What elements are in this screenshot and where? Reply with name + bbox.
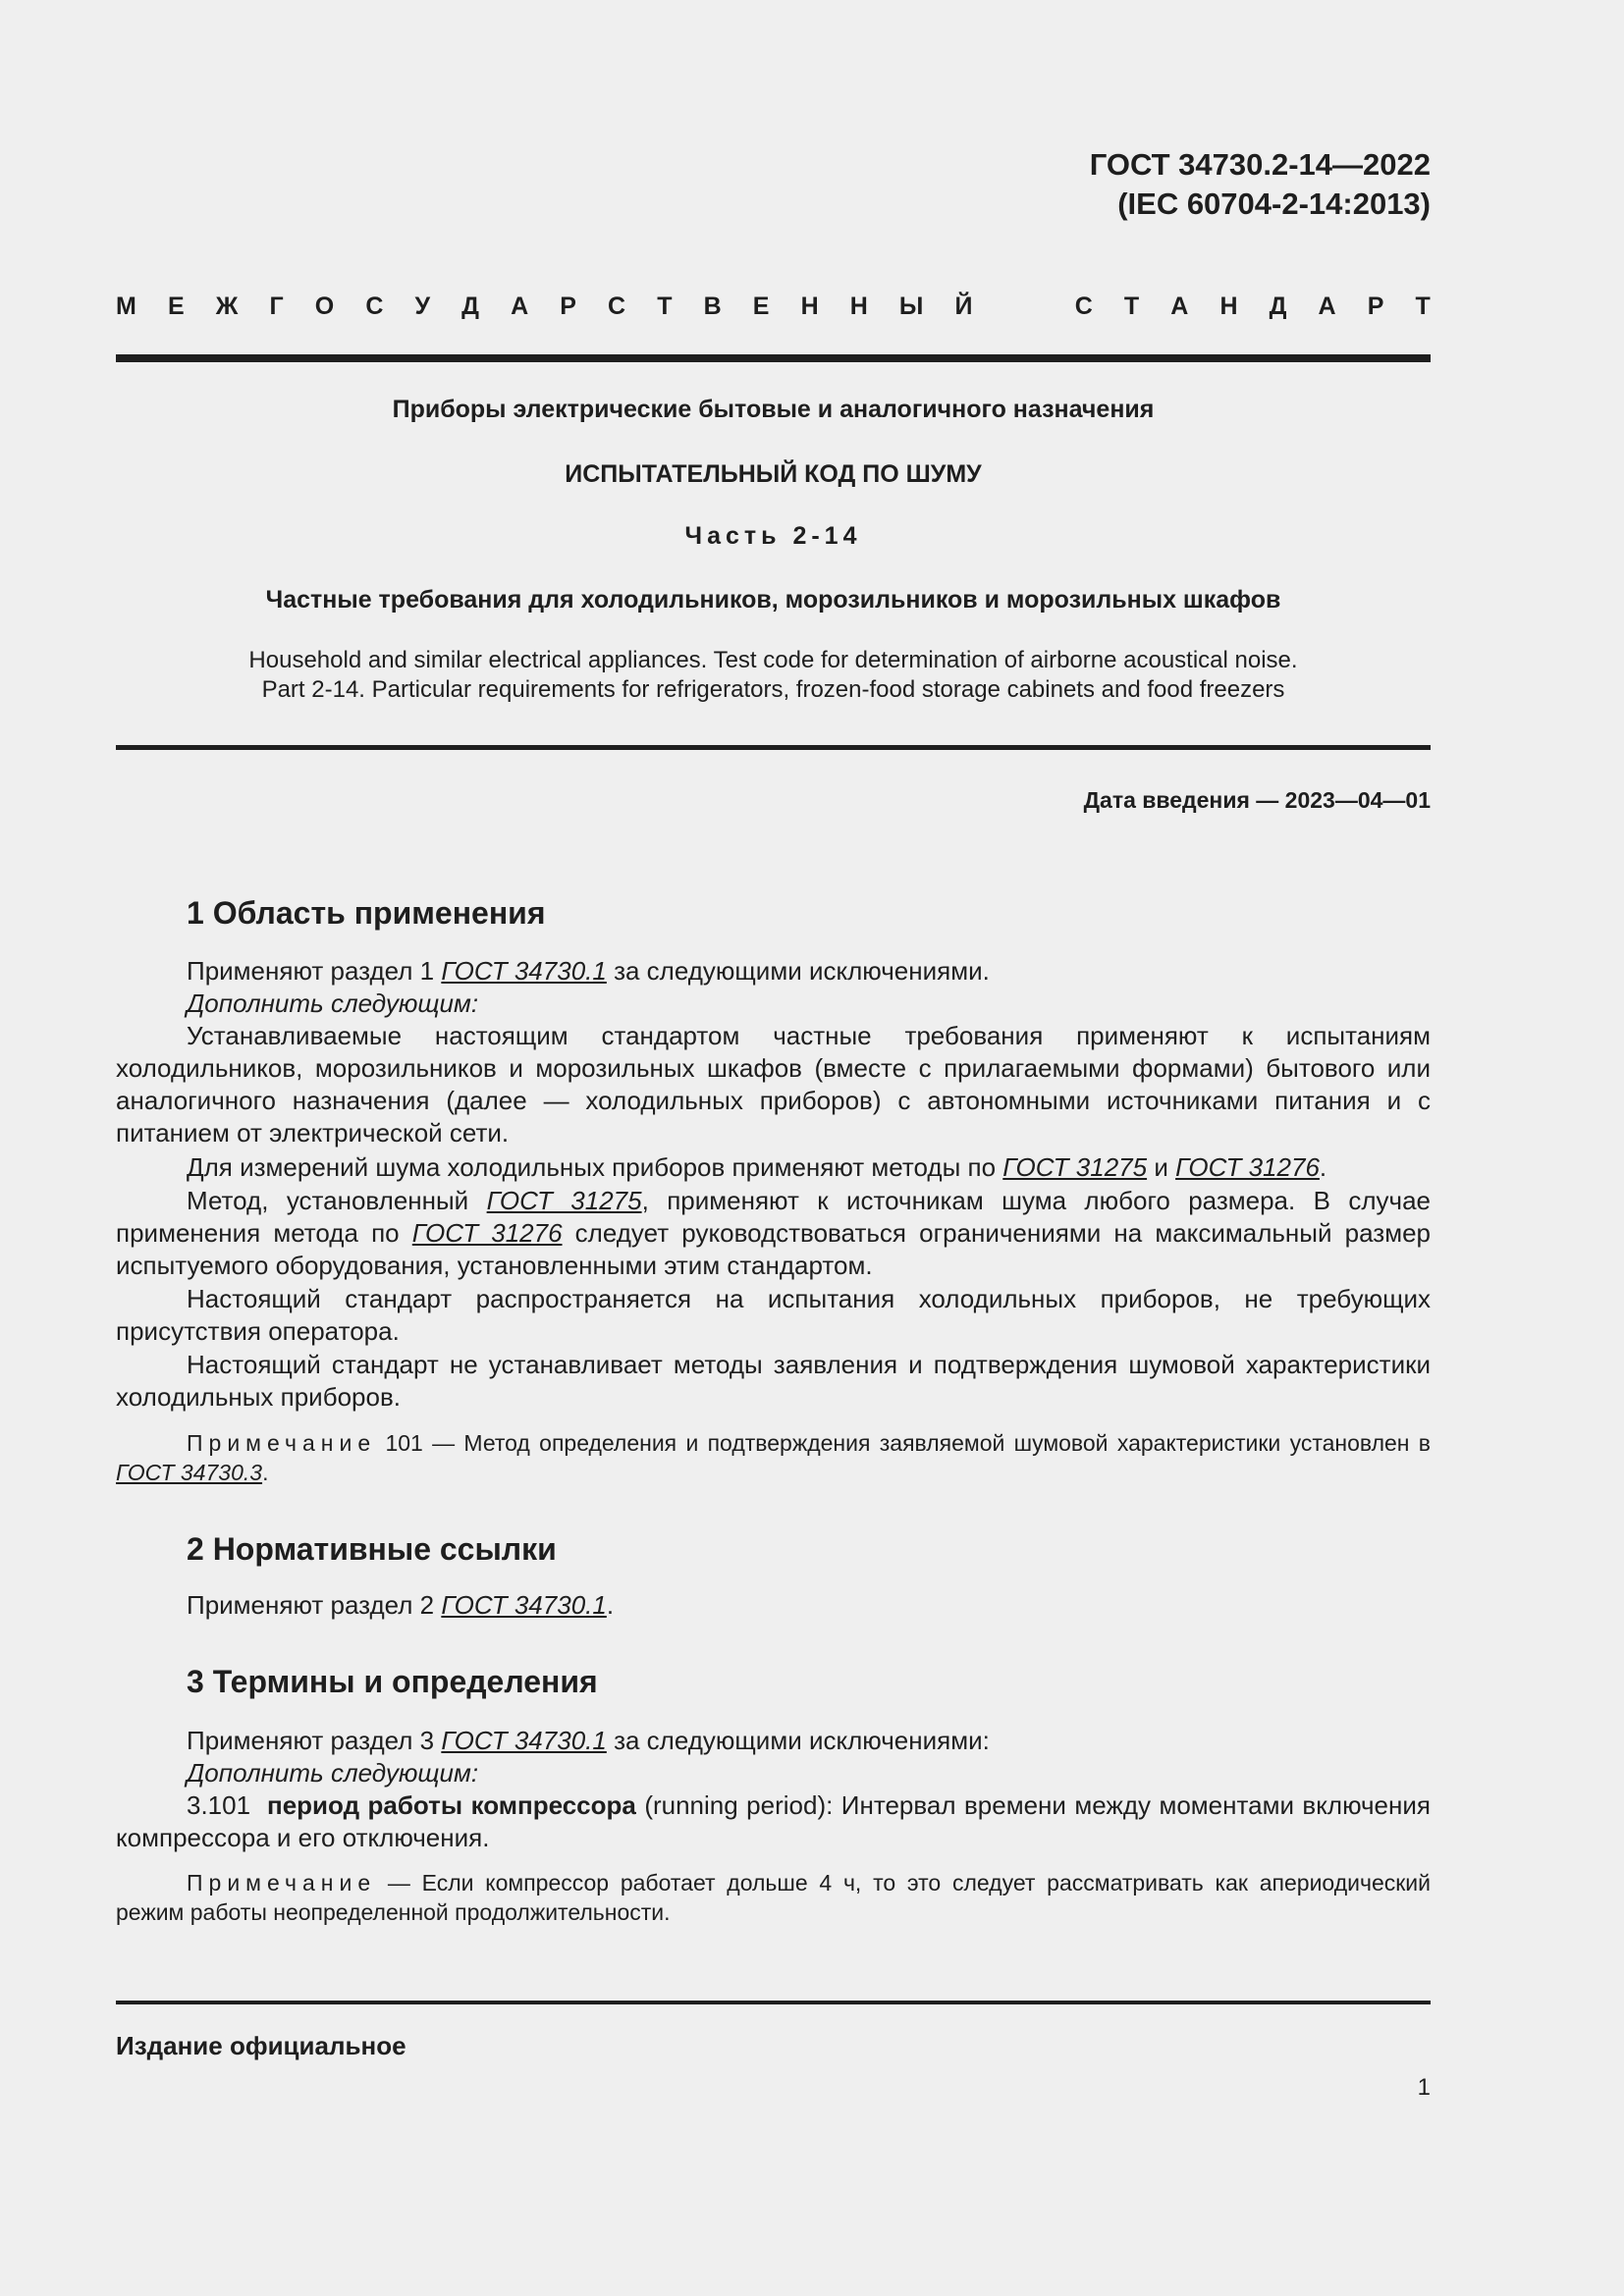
- text: .: [262, 1460, 269, 1485]
- gost-31275-link[interactable]: ГОСТ 31275: [486, 1186, 642, 1215]
- gost-34730-1-link[interactable]: ГОСТ 34730.1: [441, 956, 607, 986]
- banner-letter: Н: [1219, 293, 1238, 320]
- title-block: [116, 394, 1431, 425]
- banner-letter: Д: [461, 293, 479, 320]
- gost-31275-link[interactable]: ГОСТ 31275: [1002, 1152, 1148, 1182]
- banner-letter: Р: [1367, 293, 1384, 320]
- banner-letter: А: [511, 293, 529, 320]
- banner-letter: Ж: [215, 293, 239, 320]
- banner-letter: О: [314, 293, 335, 320]
- section-1-paragraph-operator: Настоящий стандарт распространяется на испытания холодильных приборов, не требующих присутствия оператора.: [116, 1284, 1431, 1346]
- text: следует руководствоваться ограничениями на максимальный размер испытуемого оборудования, установленными этим стандартом.: [116, 1218, 1431, 1280]
- banner-letter: С: [365, 293, 384, 320]
- text: Применяют раздел 3: [187, 1726, 442, 1755]
- section-1-note: [116, 1428, 1431, 1487]
- title-block-4: [116, 584, 1431, 615]
- title-block-english: [116, 646, 1431, 705]
- title-block-3: [116, 520, 1431, 552]
- banner-letter: С: [608, 293, 626, 320]
- term-name: период работы компрессора: [267, 1790, 636, 1820]
- section-2-paragraph: [116, 1589, 1431, 1622]
- banner-letter: Е: [752, 293, 770, 320]
- banner-letter: У: [414, 293, 431, 320]
- banner-letter: В: [703, 293, 722, 320]
- banner-letter: А: [1318, 293, 1336, 320]
- section-3-paragraph-1: [116, 1725, 1431, 1757]
- title-line-test-code: ИСПЫТАТЕЛЬНЫЙ КОД ПО ШУМУ: [565, 460, 982, 488]
- section-1-supplement-label: Дополнить следующим:: [187, 988, 479, 1018]
- gost-31276-link[interactable]: ГОСТ 31276: [1175, 1152, 1320, 1182]
- title-line-particular: Частные требования для холодильников, морозильников и морозильных шкафов: [265, 586, 1281, 614]
- banner-letter: Г: [269, 293, 284, 320]
- introduction-date: Дата введения — 2023—04—01: [1083, 787, 1431, 813]
- section-3-note: [116, 1868, 1431, 1927]
- gost-31276-link[interactable]: ГОСТ 31276: [411, 1218, 563, 1248]
- banner-letter: Т: [657, 293, 673, 320]
- title-block-2: [116, 458, 1431, 490]
- section-1-paragraph-scope: Устанавливаемые настоящим стандартом частные требования применяют к испытаниям холодильников, морозильников и морозильных шкафов (вместе с прилагаемыми формами) бытового или аналогичного назначения (далее — холодильных приборов) с автономными источниками питания и с питанием от электрической сети.: [116, 1021, 1431, 1148]
- banner-letter: Д: [1269, 293, 1287, 320]
- term-definition: Интервал времени между моментами включения компрессора и его отключения.: [116, 1790, 1431, 1852]
- title-line-appliances: Приборы электрические бытовые и аналогичного назначения: [392, 396, 1155, 423]
- banner-letter: Й: [954, 293, 973, 320]
- document-page: [116, 0, 1431, 2296]
- note-label: Примечание: [187, 1430, 377, 1456]
- text: Для измерений шума холодильных приборов применяют методы по: [187, 1152, 1003, 1182]
- standard-number: ГОСТ 34730.2-14—2022: [1089, 147, 1431, 182]
- banner-letter: С: [1074, 293, 1093, 320]
- text: , применяют к источникам шума любого размера. В случае применения метода по: [116, 1186, 1431, 1248]
- section-1-paragraph-methods: [116, 1151, 1431, 1184]
- text: Метод, установленный: [187, 1186, 487, 1215]
- gost-34730-3-link[interactable]: ГОСТ 34730.3: [116, 1460, 263, 1485]
- gost-34730-1-link[interactable]: ГОСТ 34730.1: [441, 1590, 607, 1620]
- text: за следующими исключениями:: [606, 1726, 990, 1755]
- text: за следующими исключениями.: [606, 956, 990, 986]
- banner-letter: Е: [167, 293, 185, 320]
- banner-letter: М: [116, 293, 136, 320]
- banner-letter: А: [1170, 293, 1189, 320]
- english-title-line-2: Part 2-14. Particular requirements for refrigerators, frozen-food storage cabinets and food freezers: [261, 676, 1285, 703]
- text: Применяют раздел 1: [187, 956, 442, 986]
- text: .: [1319, 1152, 1327, 1182]
- page-number: 1: [1417, 2074, 1431, 2101]
- interstate-standard-banner: [116, 291, 1431, 322]
- banner-letter: Р: [560, 293, 576, 320]
- term-3-101: [116, 1789, 1431, 1854]
- section-2-heading: 2 Нормативные ссылки: [187, 1531, 557, 1567]
- title-rule: [116, 745, 1431, 750]
- title-line-part: Часть 2-14: [684, 522, 862, 550]
- footer-rule: [116, 2001, 1431, 2004]
- section-3-supplement-label: Дополнить следующим:: [187, 1758, 479, 1788]
- banner-letter: Ы: [898, 293, 924, 320]
- gost-34730-1-link[interactable]: ГОСТ 34730.1: [441, 1726, 607, 1755]
- banner-word-gap: [1004, 291, 1044, 322]
- section-3-heading: 3 Термины и определения: [187, 1664, 598, 1699]
- text: и: [1147, 1152, 1176, 1182]
- section-1-paragraph-method-size: [116, 1185, 1431, 1282]
- official-edition-label: Издание официальное: [116, 2031, 406, 2060]
- banner-letter: Т: [1123, 293, 1140, 320]
- header-rule: [116, 354, 1431, 362]
- section-1-paragraph-1: [116, 955, 1431, 988]
- banner-letter: Н: [849, 293, 868, 320]
- text: — Если компрессор работает дольше 4 ч, то это следует рассматривать как апериодический режим работы неопределенной продолжительности.: [116, 1870, 1431, 1925]
- note-label: Примечание: [187, 1870, 377, 1896]
- banner-letter: Н: [800, 293, 819, 320]
- term-number: 3.101: [187, 1790, 251, 1820]
- section-1-heading: 1 Область применения: [187, 895, 546, 931]
- text: Применяют раздел 2: [187, 1590, 442, 1620]
- term-english: (running period):: [635, 1790, 841, 1820]
- english-title-line-1: Household and similar electrical appliances. Test code for determination of airborne acoustical noise.: [248, 647, 1298, 673]
- text: 101 — Метод определения и подтверждения заявляемой шумовой характеристики установлен в: [376, 1430, 1431, 1456]
- text: .: [606, 1590, 615, 1620]
- iec-number: (IEC 60704-2-14:2013): [1117, 187, 1431, 221]
- banner-letter: Т: [1415, 293, 1431, 320]
- standard-identifier: [1090, 145, 1431, 224]
- section-1-paragraph-declaration: Настоящий стандарт не устанавливает методы заявления и подтверждения шумовой характеристики холодильных приборов.: [116, 1350, 1431, 1412]
